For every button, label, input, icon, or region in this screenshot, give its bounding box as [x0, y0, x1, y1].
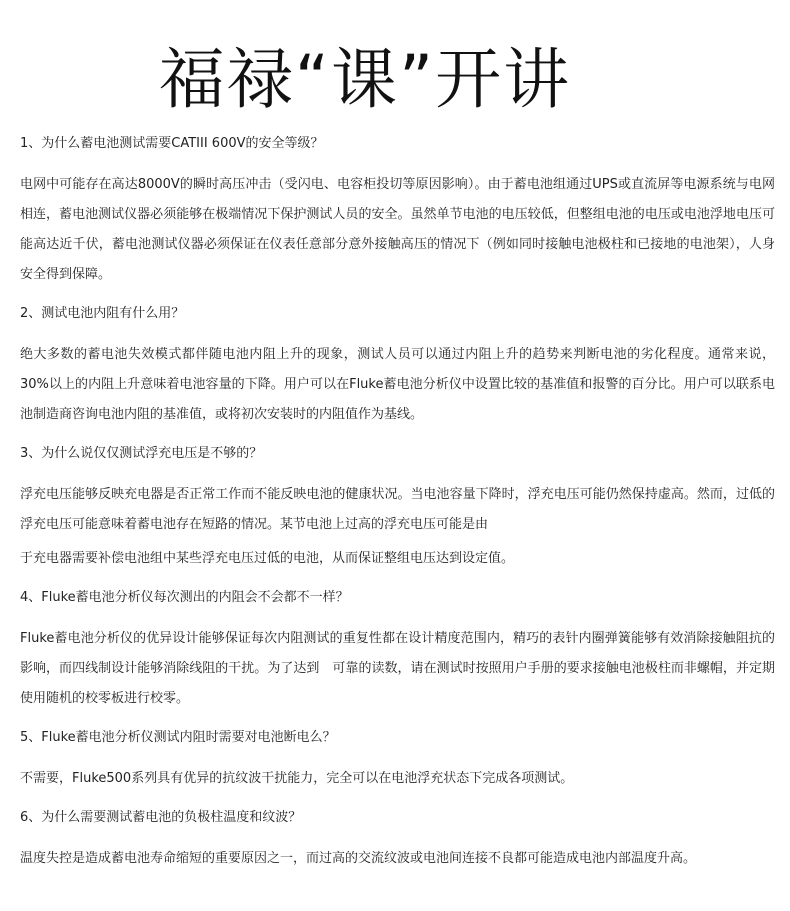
answer-4: Fluke蓄电池分析仪的优异设计能够保证每次内阻测试的重复性都在设计精度范围内，精巧的表针内圈弹簧能够有效消除接触阻抗的影响，而四线制设计能够消除线阻的干扰。为了达到 可靠的读数，请在测试时按照用户手册的要求接触电池极柱而非螺帽，并定期使用随机的校零板进行校零。: [20, 631, 775, 706]
question-4: 4、Fluke蓄电池分析仪每次测出的内阻会不会都不一样？: [20, 590, 349, 605]
answer-2: 绝大多数的蓄电池失效模式都伴随电池内阻上升的现象，测试人员可以通过内阻上升的趋势来判断电池的劣化程度。通常来说，30%以上的内阻上升意味着电池容量的下降。用户可以在Fluke蓄电池分析仪中设置比较的基准值和报警的百分比。用户可以联系电池制造商咨询电池内阻的基准值，或将初次安装时的内阻值作为基线。: [20, 347, 775, 422]
question-3: 3、为什么说仅仅测试浮充电压是不够的？: [20, 446, 263, 461]
answer-6: 温度失控是造成蓄电池寿命缩短的重要原因之一，而过高的交流纹波或电池间连接不良都可能造成电池内部温度升高。: [20, 851, 697, 866]
question-1: 1、为什么蓄电池测试需要CATIII 600V的安全等级？: [20, 136, 324, 151]
faq-content: [20, 130, 775, 884]
answer-1: 电网中可能存在高达8000V的瞬时高压冲击（受闪电、电容柜投切等原因影响）。由于蓄电池组通过UPS或直流屏等电源系统与电网相连，蓄电池测试仪器必须能够在极端情况下保护测试人员的安全。虽然单节电池的电压较低，但整组电池的电压或电池浮地电压可能高达近千伏，蓄电池测试仪器必须保证在仪表任意部分意外接触高压的情况下（例如同时接触电池极柱和已接地的电池架），人身安全得到保障。: [20, 177, 775, 282]
answer-5: 不需要，Fluke500系列具有优异的抗纹波干扰能力，完全可以在电池浮充状态下完成各项测试。: [20, 771, 574, 786]
question-6: 6、为什么需要测试蓄电池的负极柱温度和纹波？: [20, 810, 302, 825]
answer-3-part-1: 浮充电压能够反映充电器是否正常工作而不能反映电池的健康状况。当电池容量下降时，浮充电压可能仍然保持虚高。然而，过低的浮充电压可能意味着蓄电池存在短路的情况。某节电池上过高的浮充电压可能是由: [20, 487, 775, 532]
answer-3-part-2: 于充电器需要补偿电池组中某些浮充电压过低的电池，从而保证整组电压达到设定值。: [20, 551, 515, 566]
question-5: 5、Fluke蓄电池分析仪测试内阻时需要对电池断电么？: [20, 730, 336, 745]
question-2: 2、测试电池内阻有什么用？: [20, 306, 185, 321]
page-title: 福禄“课”开讲: [158, 41, 572, 118]
